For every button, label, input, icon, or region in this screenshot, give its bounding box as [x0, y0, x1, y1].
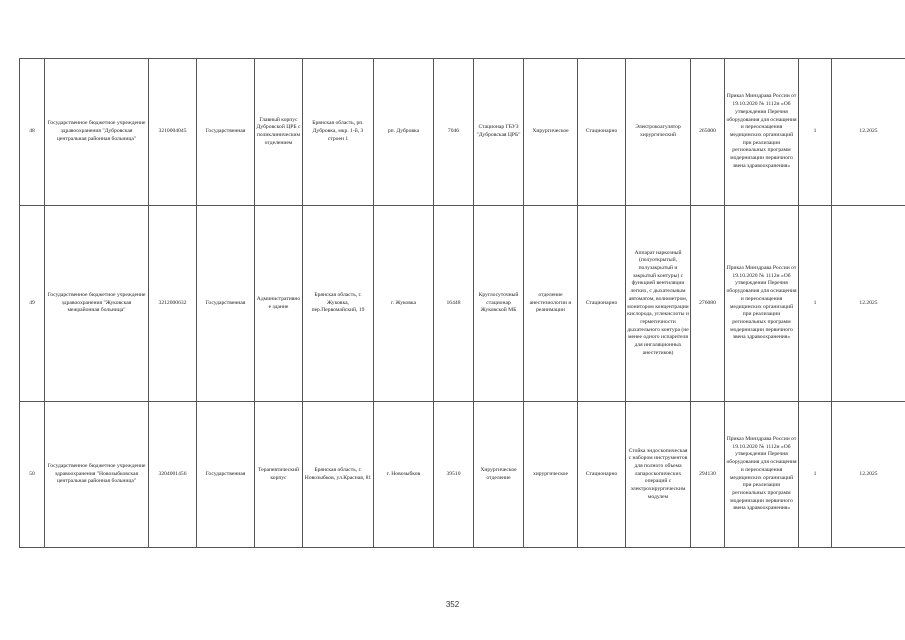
department-cell: хирургическое: [524, 402, 578, 548]
organization-name: Государственное бюджетное учреждение здравоохранения "Жуковская межрайонная больница": [45, 206, 149, 402]
table-row: [20, 206, 905, 402]
row-number: 50: [20, 402, 45, 548]
inn-cell: 3204001456: [149, 402, 197, 548]
ownership-cell: Государственная: [197, 206, 255, 402]
building-cell: Административное здание: [255, 206, 303, 402]
basis-cell: Приказ Минздрава России от 19.10.2020 № 1112н «Об утверждении Перечня оборудования для оснащения и переоснащения медицинских организаций при реализации региональных программ модернизации первичного звена здравоохранения»: [725, 206, 799, 402]
price-cell: 276080: [691, 206, 725, 402]
price-cell: 294130: [691, 402, 725, 548]
department-cell: Хирургическое: [524, 59, 578, 206]
table-row: [20, 59, 905, 206]
page-number: 352: [445, 600, 460, 609]
row-number: 48: [20, 59, 45, 206]
code-cell: 7046: [434, 59, 474, 206]
code-cell: 16448: [434, 206, 474, 402]
care-type-cell: Стационарно: [578, 402, 626, 548]
address-cell: Брянская область, рп. Дубровка, мкр. 1-й, 3 строен 1: [303, 59, 374, 206]
building-cell: Главный корпус Дубровской ЦРБ с поликлиническим отделением: [255, 59, 303, 206]
inn-cell: 3212000632: [149, 206, 197, 402]
settlement-cell: г. Жуковка: [374, 206, 434, 402]
ownership-cell: Государственная: [197, 402, 255, 548]
code-cell: 39510: [434, 402, 474, 548]
row-number: 49: [20, 206, 45, 402]
equipment-cell: Аппарат наркозный (полуоткрытый, полузакрытый и закрытый контуры) с функцией вентиляции легких, с дыхательным автоматом, волюметром, монитором концентрации кислорода, углекислоты и герметичности дыхательного контура (не менее одного испарителя для ингаляционных анестетиков): [626, 206, 691, 402]
care-type-cell: Стационарно: [578, 206, 626, 402]
inn-cell: 3210004045: [149, 59, 197, 206]
department-cell: отделение анестезиологии и реанимации: [524, 206, 578, 402]
equipment-cell: Стойка эндоскопическая с набором инструментов для полного объема лапароскопических операций с электрохирургическим модулем: [626, 402, 691, 548]
quantity-cell: 1: [799, 59, 832, 206]
organization-name: Государственное бюджетное учреждение здравоохранения "Новозыбковская центральная районная больница": [45, 402, 149, 548]
settlement-cell: рп. Дубровка: [374, 59, 434, 206]
table-row: [20, 402, 905, 548]
unit-cell: Хирургическое отделение: [474, 402, 524, 548]
date-cell: 12.2025: [832, 402, 905, 548]
address-cell: Брянская область, г. Жуковка, пер.Первомайский, 19: [303, 206, 374, 402]
equipment-cell: Электрокоагулятор хирургический: [626, 59, 691, 206]
ownership-cell: Государственная: [197, 59, 255, 206]
organization-name: Государственное бюджетное учреждение здравоохранения "Дубровская центральная районная больница": [45, 59, 149, 206]
equipment-table: [19, 58, 905, 548]
building-cell: Терапевтический корпус: [255, 402, 303, 548]
price-cell: 265000: [691, 59, 725, 206]
date-cell: 12.2025: [832, 206, 905, 402]
basis-cell: Приказ Минздрава России от 19.10.2020 № 1112н «Об утверждении Перечня оборудования для оснащения и переоснащения медицинских организаций при реализации региональных программ модернизации первичного звена здравоохранения»: [725, 402, 799, 548]
care-type-cell: Стационарно: [578, 59, 626, 206]
quantity-cell: 1: [799, 206, 832, 402]
basis-cell: Приказ Минздрава России от 19.10.2020 № 1112н «Об утверждении Перечня оборудования для оснащения и переоснащения медицинских организаций при реализации региональных программ модернизации первичного звена здравоохранения»: [725, 59, 799, 206]
unit-cell: Стационар ГБУЗ "Дубровская ЦРБ": [474, 59, 524, 206]
date-cell: 12.2025: [832, 59, 905, 206]
unit-cell: Круглосуточный стационар Жуковской МБ: [474, 206, 524, 402]
address-cell: Брянская область, г. Новозыбков, ул.Красная, 81: [303, 402, 374, 548]
settlement-cell: г. Новозыбков: [374, 402, 434, 548]
quantity-cell: 1: [799, 402, 832, 548]
